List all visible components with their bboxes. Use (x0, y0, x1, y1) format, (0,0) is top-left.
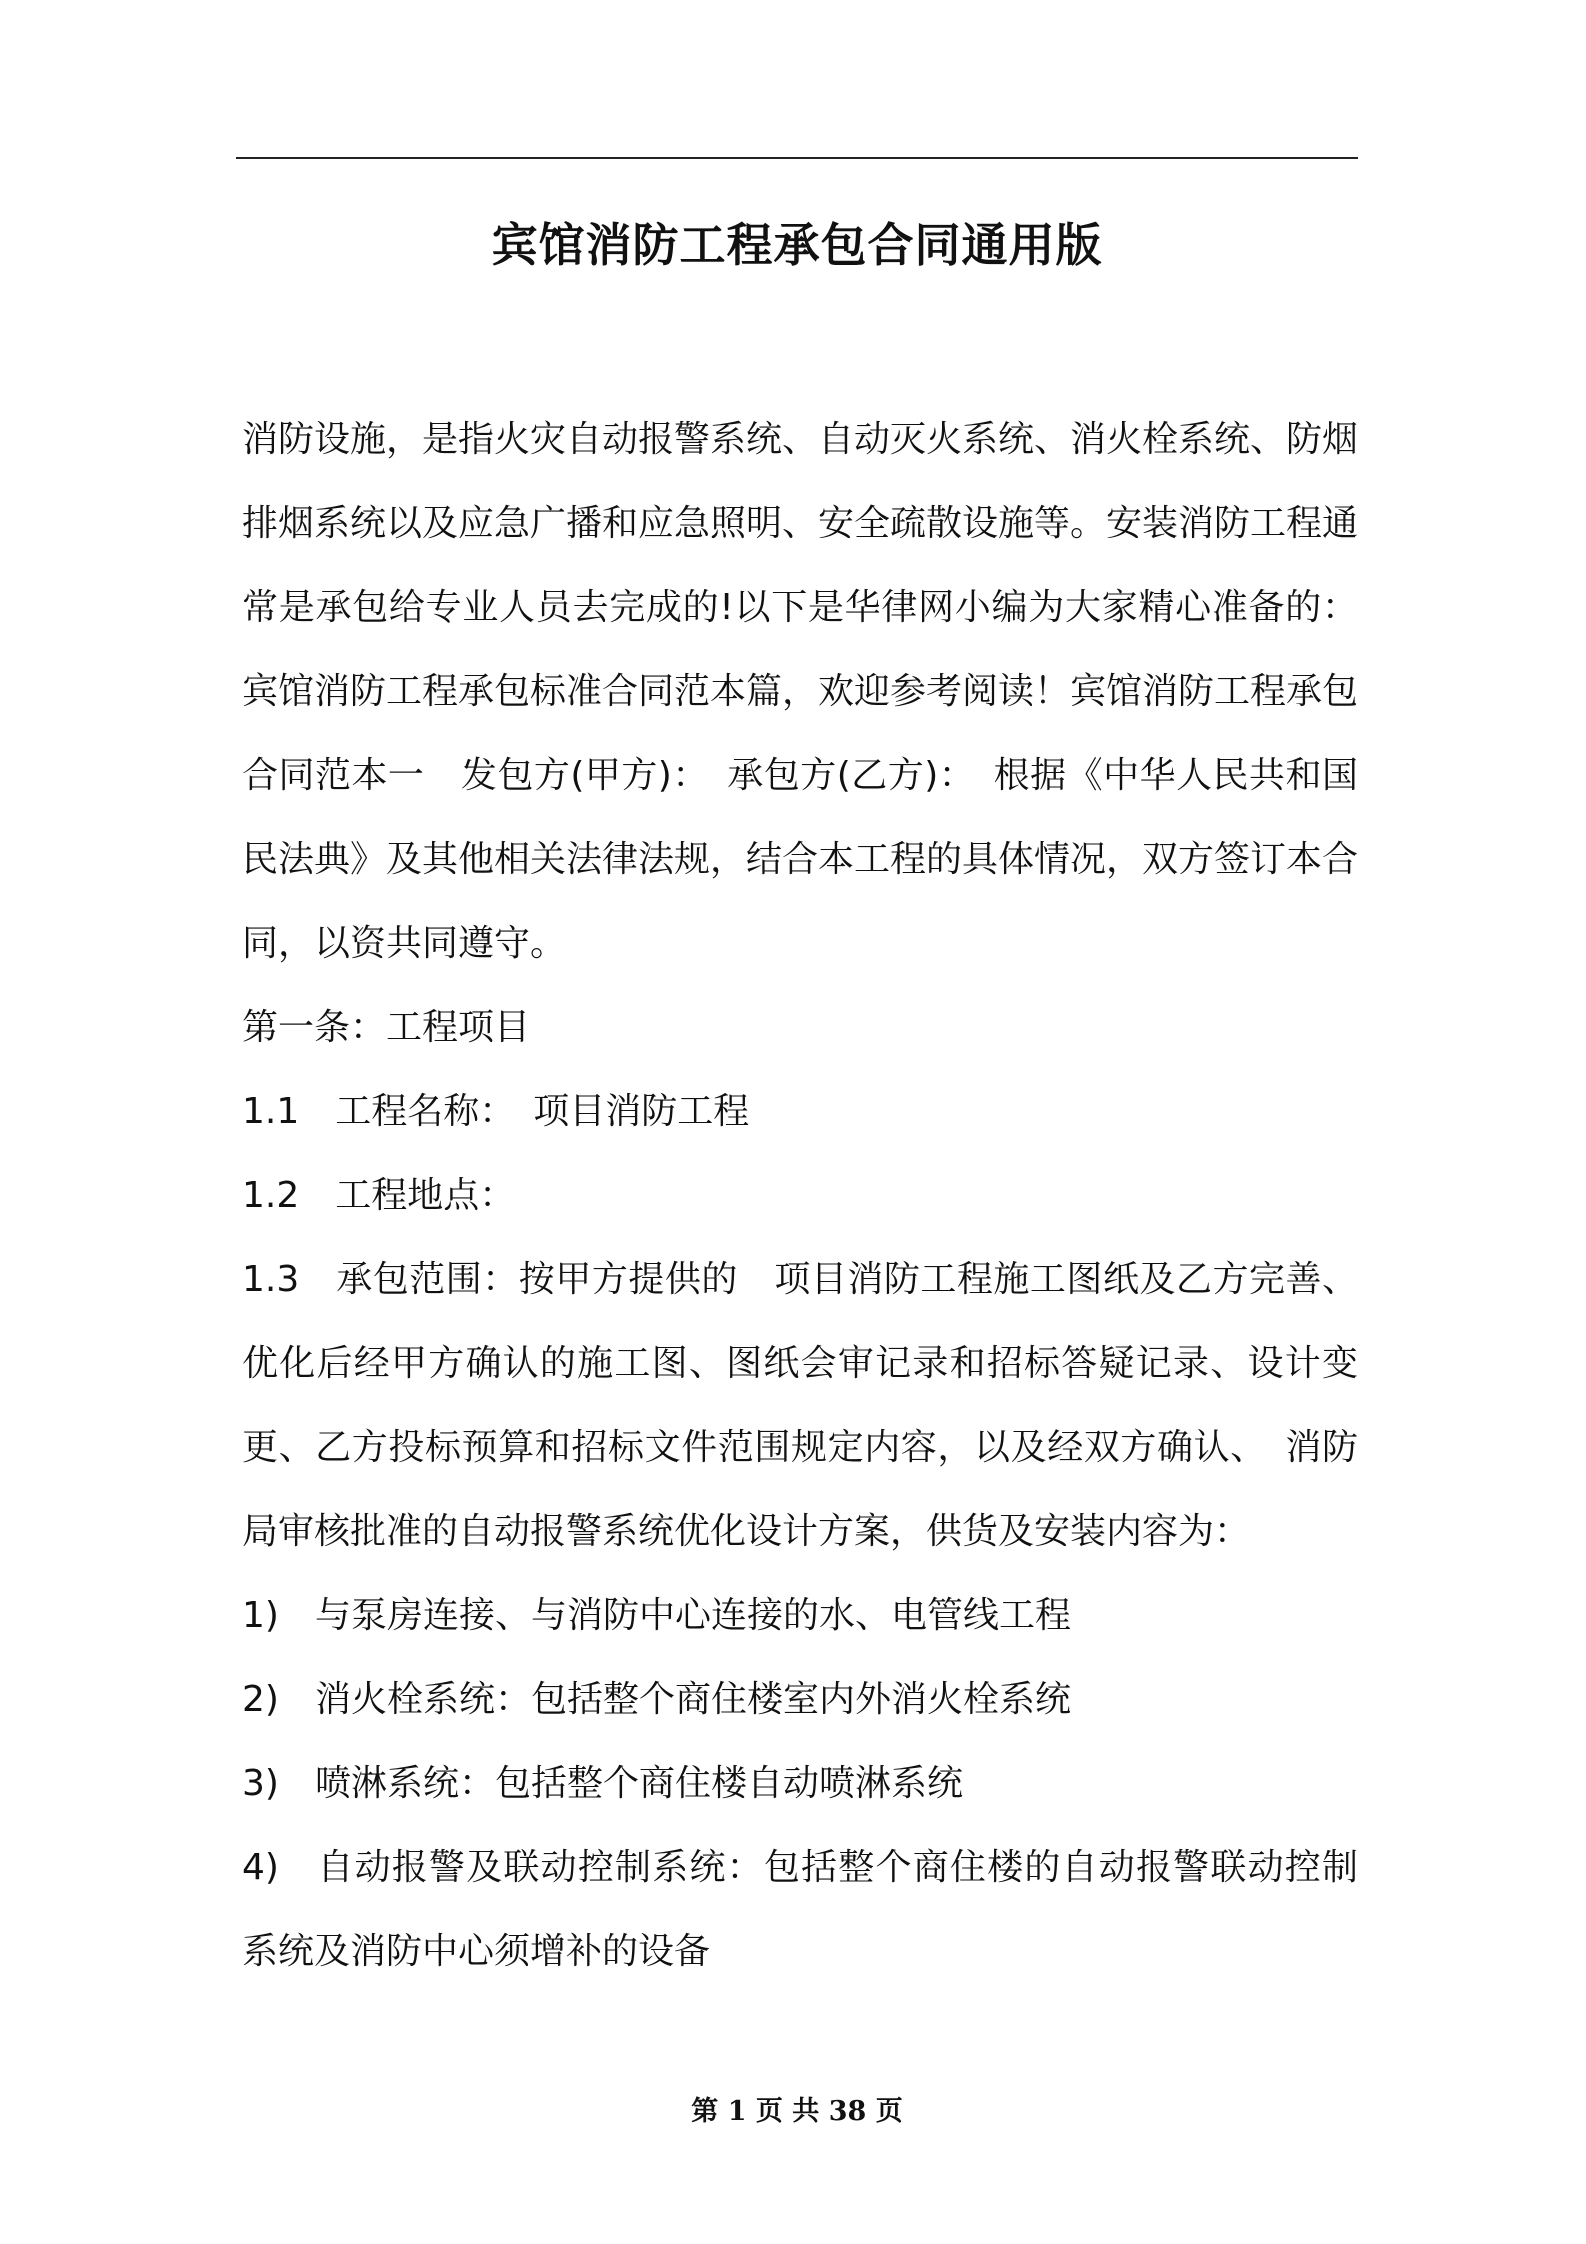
paragraph-1-3: 1.3 承包范围：按甲方提供的 项目消防工程施工图纸及乙方完善、优化后经甲方确认的施工图、图纸会审记录和招标答疑记录、设计变更、乙方投标预算和招标文件范围规定内容，以及经双方确认、 消防局审核批准的自动报警系统优化设计方案，供货及安装内容为： (242, 1259, 1358, 1552)
document-body (242, 398, 1358, 1994)
footer-middle: 页 共 (755, 2096, 820, 2127)
paragraph-item-4: 4) 自动报警及联动控制系统：包括整个商住楼的自动报警联动控制系统及消防中心须增补的设备 (242, 1847, 1358, 1972)
paragraph-item-1: 1) 与泵房连接、与消防中心连接的水、电管线工程 (242, 1595, 1071, 1636)
paragraph-1-1: 1.1 工程名称： 项目消防工程 (242, 1091, 750, 1132)
footer-prefix: 第 (691, 2096, 719, 2127)
footer-suffix: 页 (875, 2096, 903, 2127)
paragraph-item-2: 2) 消火栓系统：包括整个商住楼室内外消火栓系统 (242, 1679, 1071, 1720)
paragraph-intro: 消防设施，是指火灾自动报警系统、自动灭火系统、消火栓系统、防烟排烟系统以及应急广播和应急照明、安全疏散设施等。安装消防工程通常是承包给专业人员去完成的!以下是华律网小编为大家精心准备的：宾馆消防工程承包标准合同范本篇，欢迎参考阅读！宾馆消防工程承包合同范本一 发包方(甲方)： 承包方(乙方)： 根据《中华人民共和国民法典》及其他相关法律法规，结合本工程的具体情况，双方签订本合同，以资共同遵守。 (242, 419, 1359, 964)
paragraph-item-3: 3) 喷淋系统：包括整个商住楼自动喷淋系统 (242, 1763, 963, 1804)
paragraph-article-1: 第一条：工程项目 (242, 1007, 531, 1048)
paragraph-1-2: 1.2 工程地点： (242, 1175, 516, 1216)
footer-current-page: 1 (727, 2096, 747, 2127)
page-footer (236, 2092, 1358, 2132)
footer-total-pages: 38 (828, 2096, 867, 2127)
document-title: 宾馆消防工程承包合同通用版 (491, 218, 1103, 272)
header-rule (236, 157, 1358, 159)
